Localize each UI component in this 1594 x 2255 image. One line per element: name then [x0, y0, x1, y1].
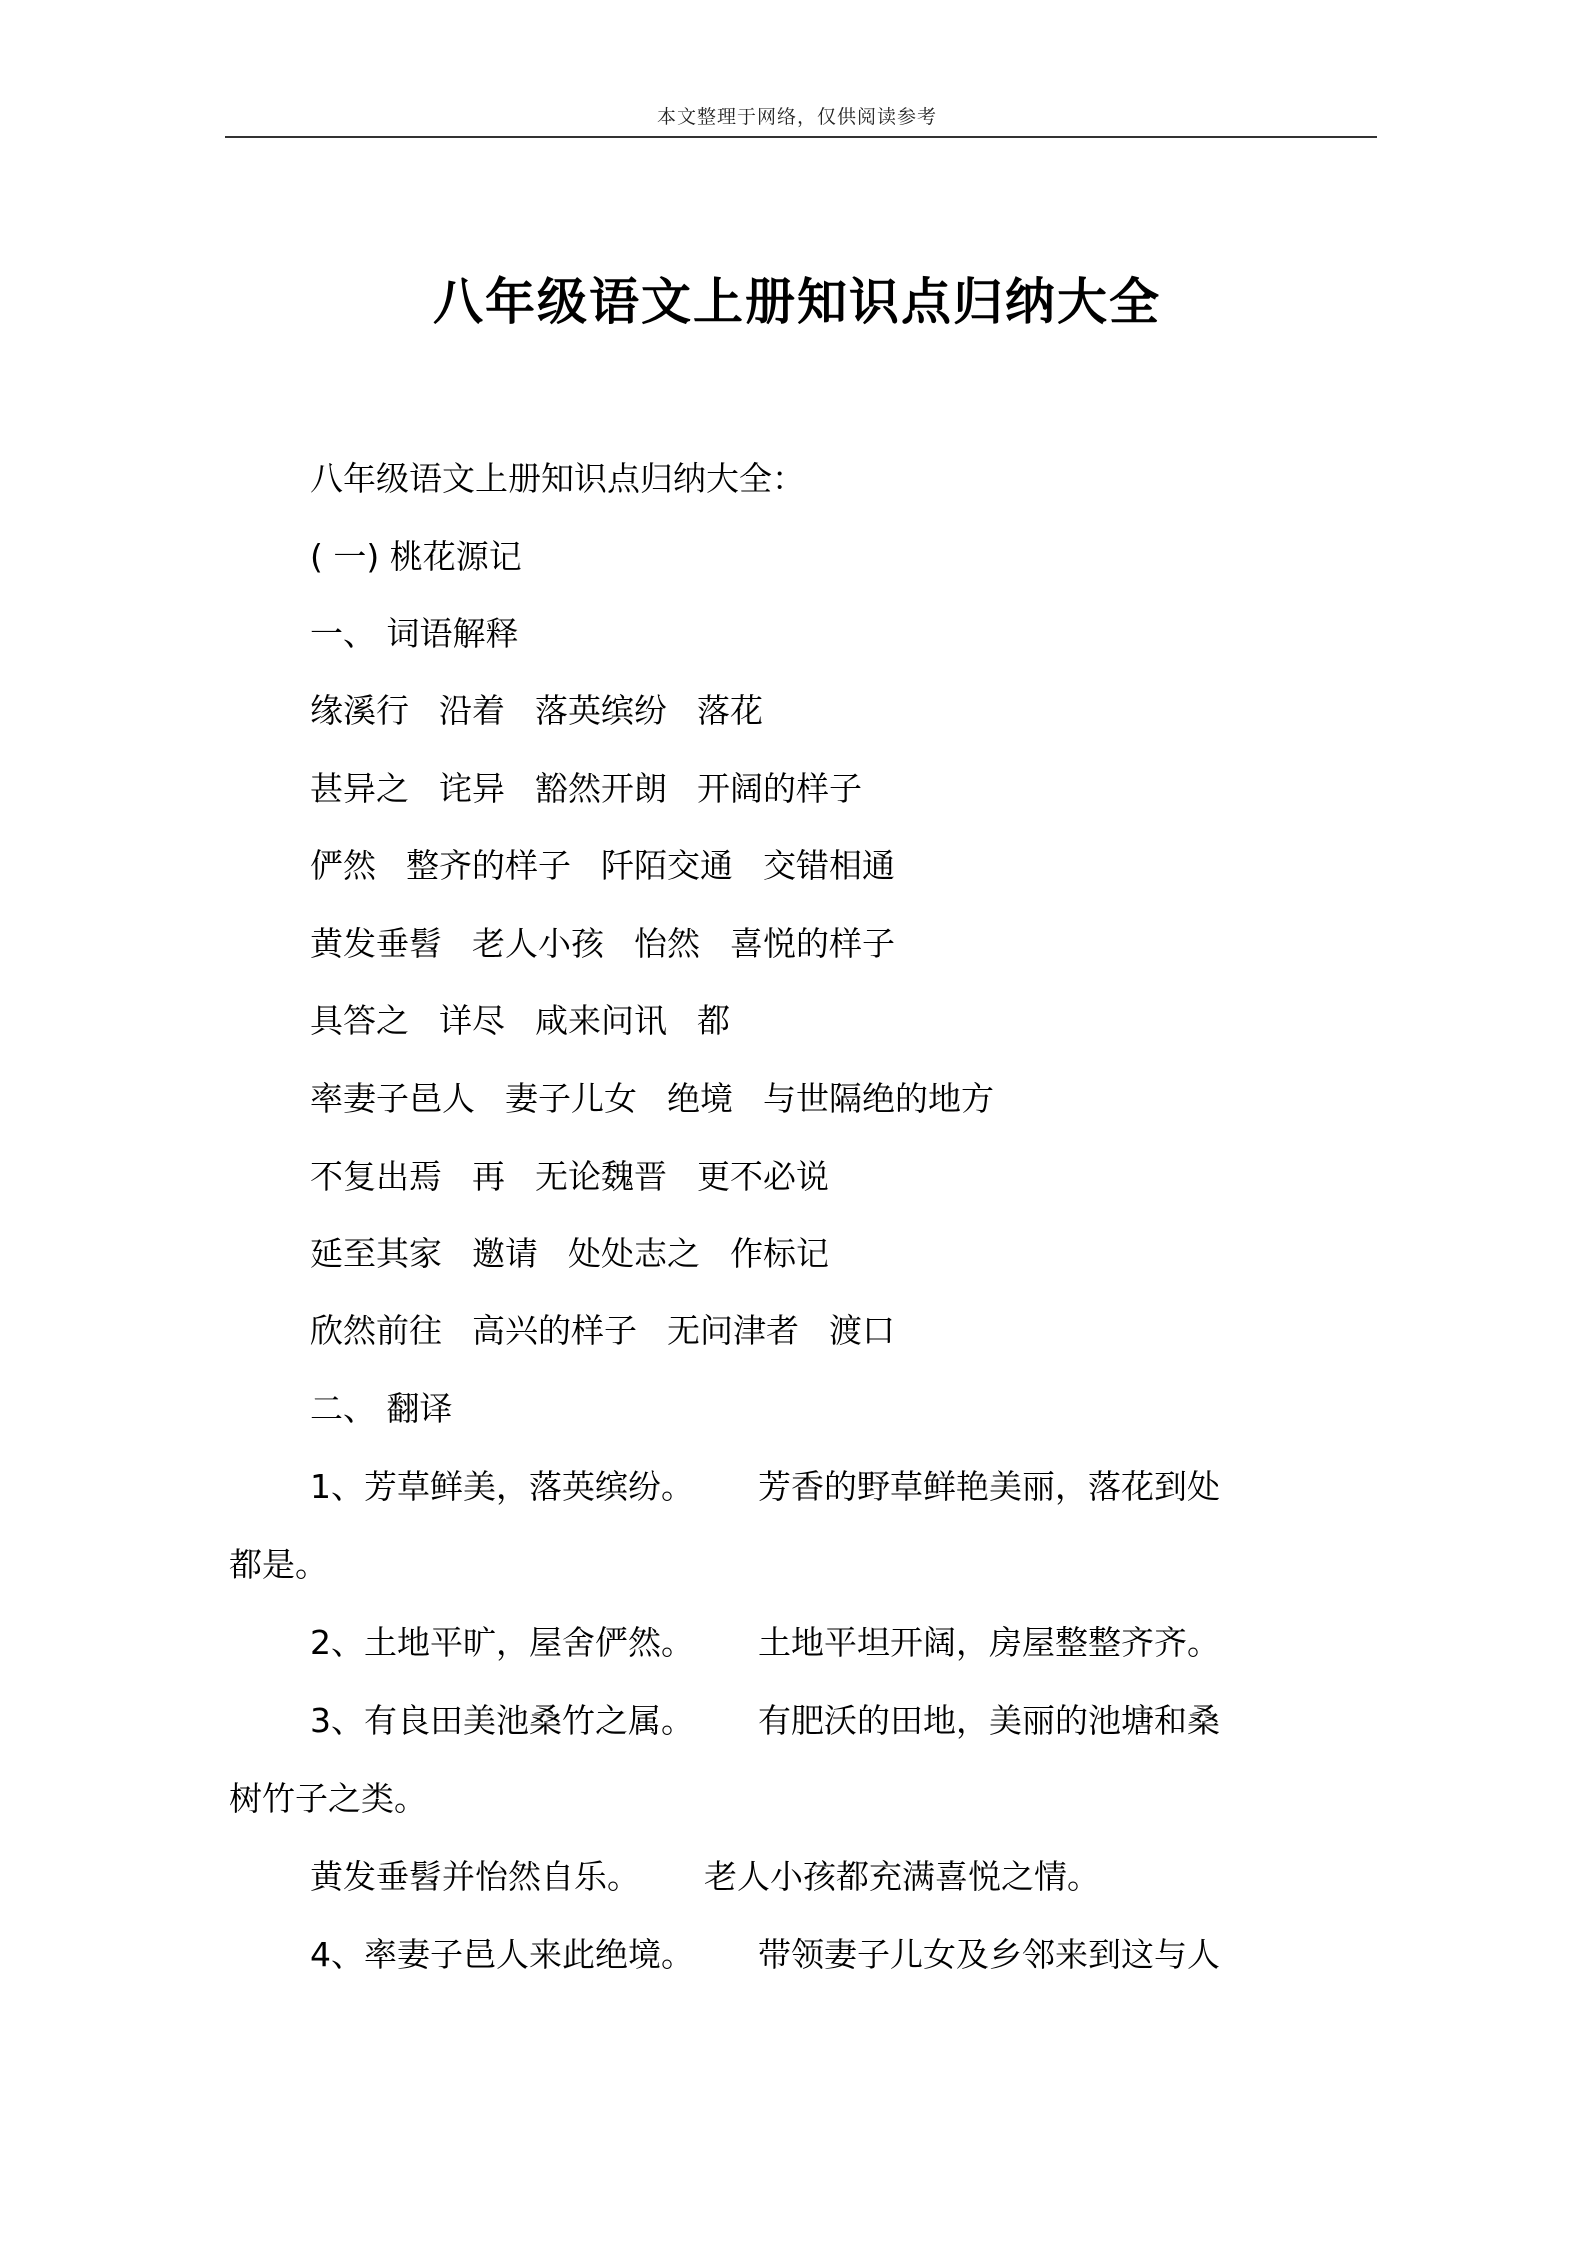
vocab-row	[310, 842, 895, 890]
vocab-term: 黄发垂髫	[310, 924, 442, 963]
header-rule	[225, 136, 1377, 138]
translation-line	[310, 1619, 1220, 1667]
translation-target: 带领妻子儿女及乡邻来到这与人	[758, 1935, 1220, 1974]
vocab-row	[310, 997, 730, 1045]
vocab-meaning: 整齐的样子	[406, 846, 571, 885]
vocab-row	[310, 1153, 829, 1201]
vocab-meaning: 沿着	[439, 691, 505, 730]
vocab-meaning: 落花	[697, 691, 763, 730]
vocab-meaning: 渡口	[829, 1311, 895, 1350]
vocab-heading: 一、 词语解释	[310, 614, 519, 653]
vocab-meaning: 更不必说	[697, 1157, 829, 1196]
vocab-term: 不复出焉	[310, 1157, 442, 1196]
translation-source: 2、土地平旷，屋舍俨然。	[310, 1623, 694, 1662]
vocab-meaning: 开阔的样子	[697, 769, 862, 808]
section-heading: ( 一) 桃花源记	[310, 537, 522, 576]
vocab-term: 绝境	[667, 1079, 733, 1118]
translation-continuation: 都是。	[229, 1545, 328, 1584]
vocab-term: 阡陌交通	[601, 846, 733, 885]
vocab-row	[310, 920, 895, 968]
translation-target: 土地平坦开阔，房屋整整齐齐。	[758, 1623, 1220, 1662]
vocab-term: 落英缤纷	[535, 691, 667, 730]
vocab-meaning: 诧异	[439, 769, 505, 808]
intro-line: 八年级语文上册知识点归纳大全：	[310, 459, 805, 498]
vocab-term: 具答之	[310, 1001, 409, 1040]
vocab-meaning: 再	[472, 1157, 505, 1196]
translation-target: 老人小孩都充满喜悦之情。	[704, 1857, 1100, 1896]
vocab-meaning: 喜悦的样子	[730, 924, 895, 963]
translation-heading: 二、 翻译	[310, 1389, 453, 1428]
vocab-term: 俨然	[310, 846, 376, 885]
vocab-meaning: 与世隔绝的地方	[763, 1079, 994, 1118]
translation-target: 有肥沃的田地，美丽的池塘和桑	[758, 1701, 1220, 1740]
vocab-row	[310, 765, 862, 813]
translation-line	[310, 1853, 1100, 1901]
vocab-term: 甚异之	[310, 769, 409, 808]
translation-line	[310, 1931, 1220, 1979]
vocab-meaning: 妻子儿女	[505, 1079, 637, 1118]
vocab-meaning: 交错相通	[763, 846, 895, 885]
translation-source: 3、有良田美池桑竹之属。	[310, 1701, 694, 1740]
translation-line	[310, 1697, 1220, 1745]
vocab-row	[310, 1307, 895, 1355]
vocab-term: 延至其家	[310, 1234, 442, 1273]
vocab-term: 咸来问讯	[535, 1001, 667, 1040]
translation-continuation: 树竹子之类。	[229, 1779, 427, 1818]
translation-target: 芳香的野草鲜艳美丽，落花到处	[758, 1467, 1220, 1506]
vocab-term: 豁然开朗	[535, 769, 667, 808]
vocab-term: 率妻子邑人	[310, 1079, 475, 1118]
vocab-term: 无论魏晋	[535, 1157, 667, 1196]
translation-line	[310, 1463, 1220, 1511]
vocab-row	[310, 1075, 994, 1123]
vocab-term: 缘溪行	[310, 691, 409, 730]
vocab-meaning: 都	[697, 1001, 730, 1040]
vocab-term: 处处志之	[568, 1234, 700, 1273]
vocab-meaning: 邀请	[472, 1234, 538, 1273]
vocab-term: 欣然前往	[310, 1311, 442, 1350]
vocab-term: 怡然	[634, 924, 700, 963]
vocab-meaning: 详尽	[439, 1001, 505, 1040]
translation-source: 1、芳草鲜美，落英缤纷。	[310, 1467, 694, 1506]
document-title: 八年级语文上册知识点归纳大全	[433, 273, 1161, 331]
vocab-row	[310, 687, 763, 735]
translation-source: 黄发垂髫并怡然自乐。	[310, 1857, 640, 1896]
page-header: 本文整理于网络，仅供阅读参考	[656, 106, 937, 128]
translation-source: 4、率妻子邑人来此绝境。	[310, 1935, 694, 1974]
vocab-meaning: 高兴的样子	[472, 1311, 637, 1350]
vocab-meaning: 老人小孩	[472, 924, 604, 963]
vocab-row	[310, 1230, 829, 1278]
vocab-meaning: 作标记	[730, 1234, 829, 1273]
vocab-term: 无问津者	[667, 1311, 799, 1350]
